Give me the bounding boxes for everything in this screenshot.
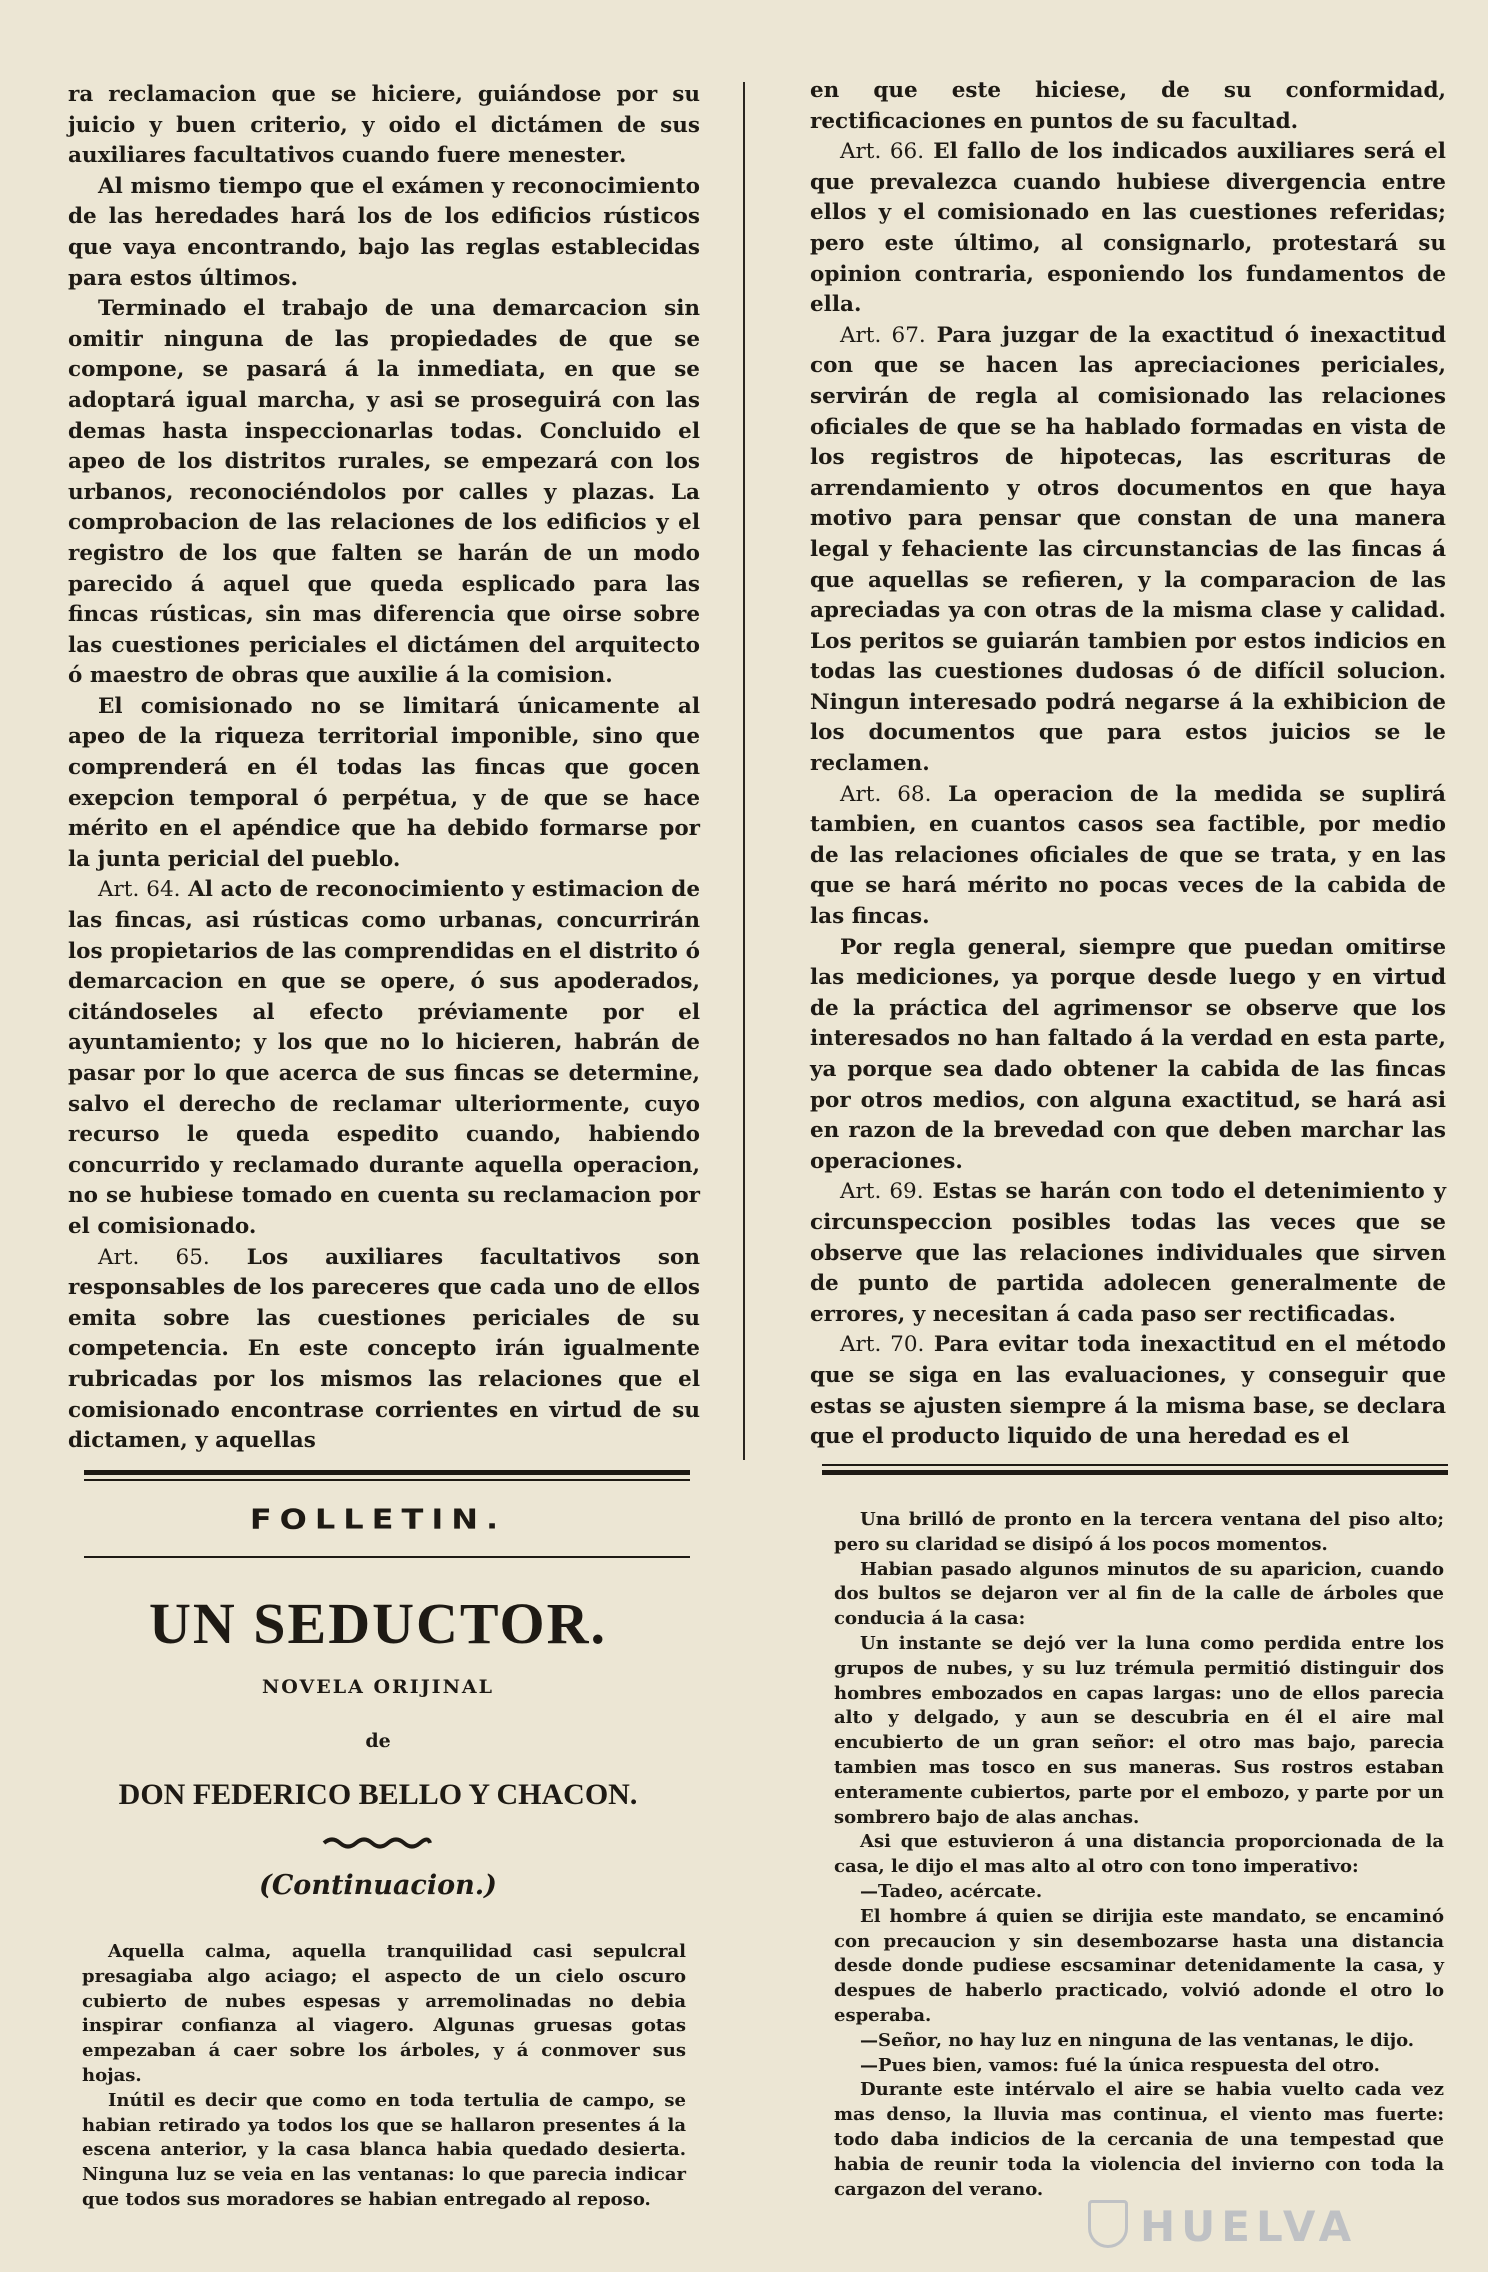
paragraph bbox=[68, 875, 700, 1242]
paragraph-text: Para juzgar de la exactitud ó inexactitud con que se hacen las apreciaciones periciales, servirán de regla al comisionado las relaciones oficiales de que se ha hablado formadas en vista de los registros de hipotecas, las escrituras de arrendamiento y otros documentos en que haya motivo para pensar que constan de una manera legal y fehaciente las circunstancias de las fincas á que aquellas se refieren, y la comparacion de las apreciadas ya con otras de la misma clase y calidad. Los peritos se guiarán tambien por estos indicios en todas las cuestiones dudosas ó de difícil solucion. Ningun interesado podrá negarse á la exhibicion de los documentos que para estos juicios se le reclamen. bbox=[810, 322, 1446, 777]
novel-subtitle: NOVELA ORIJINAL bbox=[261, 1676, 495, 1698]
paragraph-text: Al acto de reconocimiento y estimacion de las fincas, asi rústicas como urbanas, concurrirán los propietarios de las comprendidas en el distrito ó demarcacion en que se opere, ó sus apoderados, citándoseles al efecto préviamente por el ayuntamiento; y los que no lo hicieren, habrán de pasar por lo que acerca de sus fincas se determine, salvo el derecho de reclamar ulteriormente, cuyo recurso le queda espedito cuando, habiendo concurrido y reclamado durante aquella operacion, no se hubiese tomado en cuenta su reclamacion por el comisionado. bbox=[68, 877, 700, 1239]
novel-title: UN SEDUCTOR. bbox=[148, 1591, 607, 1656]
paragraph bbox=[810, 321, 1446, 780]
novel-author: DON FEDERICO BELLO Y CHACON. bbox=[118, 1778, 638, 1811]
paragraph bbox=[68, 294, 700, 692]
section-rule-left-top bbox=[84, 1470, 690, 1475]
novel-text-right bbox=[834, 1508, 1444, 2202]
novel-paragraph: Una brilló de pronto en la tercera ventana del piso alto; pero su claridad se disipó á los pocos momentos. bbox=[834, 1509, 1444, 1555]
paragraph-text: Terminado el trabajo de una demarcacion sin omitir ninguna de las propiedades de que se compone, se pasará á la inmediata, en que se adoptará igual marcha, y asi se proseguirá con las demas hasta inspeccionarlas todas. Concluido el apeo de los distritos rurales, se empezará con los urbanos, reconociéndolos por calles y plazas. La comprobacion de las relaciones de los edificios y el registro de los que falten se harán de un modo parecido á aquel que queda esplicado para las fincas rústicas, sin mas diferencia que oirse sobre las cuestiones periciales el dictámen del arquitecto ó maestro de obras que auxilie á la comision. bbox=[68, 296, 700, 689]
article-number: Art. 69. bbox=[840, 1179, 924, 1205]
paragraph-text: Para evitar toda inexactitud en el método que se siga en las evaluaciones, y conseguir que estas se ajusten siempre á la misma base, se declara que el producto liquido de una heredad es el bbox=[810, 1332, 1446, 1450]
novel-paragraph: —Señor, no hay luz en ninguna de las ventanas, le dijo. bbox=[860, 2029, 1415, 2051]
paragraph-text: El comisionado no se limitará únicamente al apeo de la riqueza territorial imponible, sino que comprenderá en él todas las fincas que gocen exepcion temporal ó perpétua, y de que se hace mérito en el apéndice que ha debido formarse por la junta pericial del pueblo. bbox=[68, 693, 700, 872]
paragraph-text: Por regla general, siempre que puedan omitirse las mediciones, ya porque desde luego y en virtud de la práctica del agrimensor se observe que los interesados no han faltado á la verdad en esta parte, ya porque sea dado obtener la cabida de las fincas por otros medios, con alguna exactitud, se hará asi en razon de la brevedad con que deben marchar las operaciones. bbox=[810, 934, 1446, 1174]
paragraph bbox=[68, 692, 700, 876]
novel-paragraph: Habian pasado algunos minutos de su aparicion, cuando dos bultos se dejaron ver al fin de la calle de árboles que conducia á la casa: bbox=[834, 1558, 1444, 1630]
left-column-text bbox=[68, 80, 700, 1457]
paragraph bbox=[810, 1177, 1446, 1330]
shield-icon bbox=[1088, 2200, 1128, 2248]
paragraph bbox=[68, 172, 700, 294]
novel-paragraph: Asi que estuvieron á una distancia proporcionada de la casa, le dijo el mas alto al otro con tono imperativo: bbox=[834, 1831, 1444, 1878]
section-rule-left-thin bbox=[84, 1479, 690, 1481]
novel-paragraph: —Tadeo, acércate. bbox=[860, 1880, 1043, 1902]
article-number: Art. 64. bbox=[98, 877, 181, 903]
column-divider bbox=[743, 82, 745, 1460]
article-number: Art. 70. bbox=[840, 1332, 925, 1358]
article-number: Art. 67. bbox=[840, 322, 926, 348]
paragraph-text: ra reclamacion que se hiciere, guiándose por su juicio y buen criterio, y oido el dictámen de sus auxiliares facultativos cuando fuere menester. bbox=[68, 82, 700, 169]
paragraph-text: Estas se harán con todo el detenimiento y circunspeccion posibles todas las veces que se observe que las relaciones individuales que sirven de punto de partida adolecen generalmente de errores, y necesitan á cada paso ser rectificadas. bbox=[810, 1179, 1446, 1327]
novel-paragraph: Aquella calma, aquella tranquilidad casi sepulcral presagiaba algo aciago; el aspecto de un cielo oscuro cubierto de nubes espesas y arremolinadas no debia inspirar confianza al viagero. Algunas gruesas gotas empezaban á caer sobre los árboles, y á conmover sus hojas. bbox=[82, 1941, 686, 2086]
paragraph-text: Los auxiliares facultativos son responsables de los pareceres que cada uno de ellos emita sobre las cuestiones periciales de su competencia. En este concepto irán igualmente rubricadas por los mismos las relaciones que el comisionado encontrase corrientes en virtud de su dictamen, y aquellas bbox=[68, 1244, 700, 1454]
paragraph bbox=[68, 80, 700, 172]
novel-paragraph: El hombre á quien se dirijia este mandato, se encaminó con precaucion y sin desembozarse hasta una distancia desde donde pudiese escsaminar detenidamente la casa, y despues de haberlo practicado, volvió adonde el otro lo esperaba. bbox=[834, 1905, 1444, 2026]
paragraph-text: en que este hiciese, de su conformidad, rectificaciones en puntos de su facultad. bbox=[810, 78, 1446, 134]
paragraph bbox=[810, 1330, 1446, 1452]
article-number: Art. 68. bbox=[840, 781, 932, 807]
folletin-header: FOLLETIN. bbox=[249, 1502, 507, 1536]
archive-watermark bbox=[1088, 2198, 1418, 2254]
paragraph bbox=[810, 137, 1446, 321]
novel-text-left bbox=[82, 1940, 686, 2213]
continuation-label: (Continuacion.) bbox=[259, 1870, 497, 1901]
novel-paragraph: —Pues bien, vamos: fué la única respuesta del otro. bbox=[860, 2054, 1380, 2076]
novel-paragraph: Un instante se dejó ver la luna como perdida entre los grupos de nubes, y su luz trémula permitió distinguir dos hombres embozados en capas largas: uno de ellos parecia alto y delgado, y aun se descubria en él el aire mal encubierto de un gran señor: el otro mas bajo, parecia tambien mas tosco en sus maneras. Sus rostros estaban enteramente cubiertos, parte por el embozo, y parte por un sombrero bajo de alas anchas. bbox=[834, 1632, 1444, 1828]
novel-paragraph: Durante este intérvalo el aire se habia vuelto cada vez mas denso, la lluvia mas continua, el viento mas fuerte: todo daba indicios de la cercania de una tempestad que habia de reunir toda la violencia del invierno con toda la cargazon del verano. bbox=[834, 2079, 1444, 2200]
paragraph bbox=[810, 76, 1446, 137]
article-number: Art. 66. bbox=[840, 139, 925, 165]
paragraph bbox=[810, 780, 1446, 933]
watermark-text: HUELVA bbox=[1140, 2202, 1358, 2251]
paragraph-text: El fallo de los indicados auxiliares será el que prevalezca cuando hubiese divergencia entre ellos y el comisionado en las cuestiones referidas; pero este último, al consignarlo, protestará su opinion contraria, esponiendo los fundamentos de ella. bbox=[810, 139, 1446, 318]
novel-by: de bbox=[365, 1730, 391, 1752]
novel-paragraph: Inútil es decir que como en toda tertulia de campo, se habian retirado ya todos los que se hallaron presentes á la escena anterior, y la casa blanca habia quedado desierta. Ninguna luz se veia en las ventanas: lo que parecia indicar que todos sus moradores se habian entregado al reposo. bbox=[82, 2089, 686, 2210]
paragraph bbox=[810, 933, 1446, 1178]
paragraph-text: Al mismo tiempo que el exámen y reconocimiento de las heredades hará los de los edificios rústicos que vaya encontrando, bajo las reglas establecidas para estos últimos. bbox=[68, 173, 700, 291]
paragraph-text: La operacion de la medida se suplirá tambien, en cuantos casos sea factible, por medio de las relaciones oficiales de que se trata, y en las que se hará mérito no pocas veces de la cabida de las fincas. bbox=[810, 781, 1446, 930]
ornament-squiggle bbox=[322, 1834, 432, 1852]
article-number: Art. 65. bbox=[98, 1244, 210, 1270]
right-column-text bbox=[810, 76, 1446, 1453]
folletin-rule bbox=[84, 1556, 690, 1558]
paragraph bbox=[68, 1243, 700, 1457]
section-rule-right-top bbox=[822, 1470, 1448, 1475]
section-rule-right-thin bbox=[822, 1464, 1448, 1466]
